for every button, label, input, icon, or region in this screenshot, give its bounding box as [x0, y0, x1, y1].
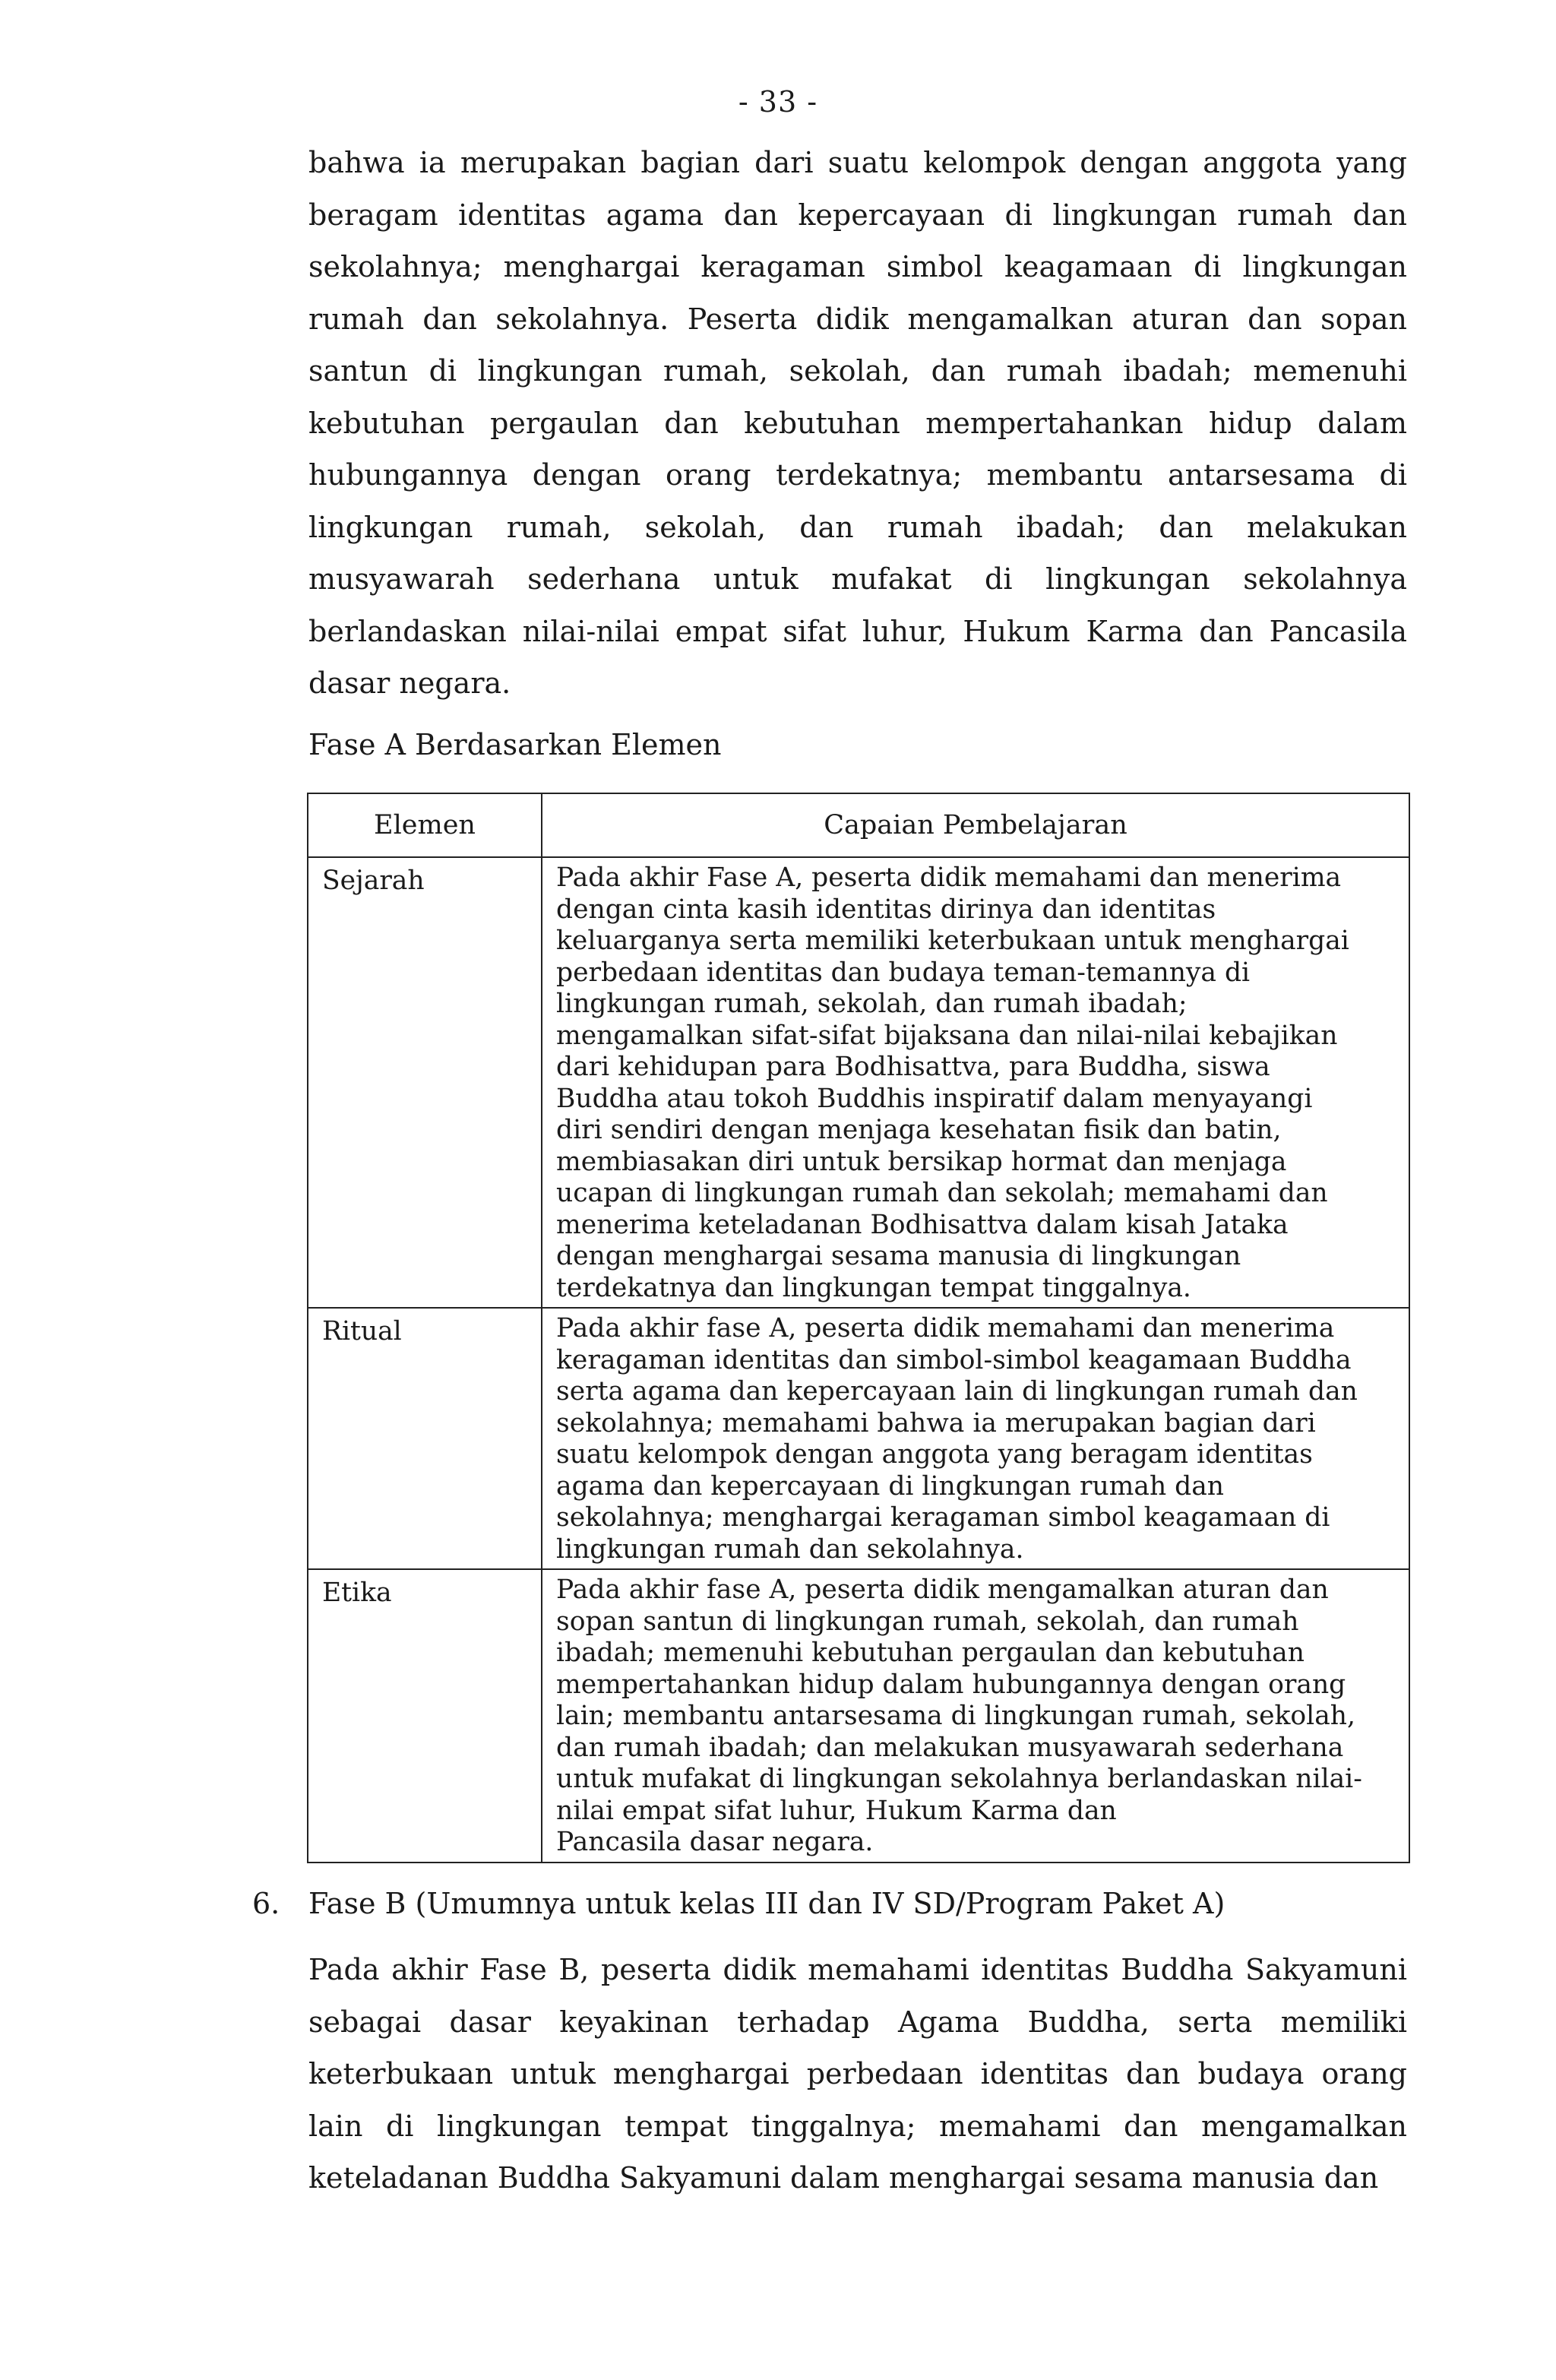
outcome-line: serta agama dan kepercayaan lain di lingkungan rumah dan — [556, 1376, 1358, 1407]
column-header-elemen: Elemen — [308, 793, 542, 857]
outcome-line: Pada akhir fase A, peserta didik memahami dan menerima — [556, 1313, 1335, 1343]
outcome-line: ucapan di lingkungan rumah dan sekolah; memahami dan — [556, 1178, 1328, 1208]
outcome-line: Buddha atau tokoh Buddhis inspiratif dalam menyayangi — [556, 1083, 1313, 1114]
outcome-line: terdekatnya dan lingkungan tempat tinggalnya. — [556, 1272, 1191, 1303]
outcome-cell — [542, 1569, 1409, 1863]
outcome-line: lingkungan rumah dan sekolahnya. — [556, 1533, 1024, 1565]
outcome-cell — [542, 857, 1409, 1308]
outcome-cell — [542, 1308, 1409, 1569]
section-heading: Fase A Berdasarkan Elemen — [308, 728, 722, 761]
outcome-line: sekolahnya; memahami bahwa ia merupakan bagian dari — [556, 1407, 1316, 1438]
learning-outcomes-table — [307, 793, 1410, 1863]
outcome-line: dengan menghargai sesama manusia di lingkungan — [556, 1241, 1241, 1271]
outcome-line: lingkungan rumah, sekolah, dan rumah ibadah; — [556, 989, 1188, 1019]
outcome-line: mengamalkan sifat-sifat bijaksana dan nilai-nilai kebajikan — [556, 1020, 1338, 1051]
table-row-etika — [308, 1569, 1409, 1863]
list-item-number: 6. — [252, 1887, 280, 1920]
fase-b-paragraph: Pada akhir Fase B, peserta didik memahami identitas Buddha Sakyamuni sebagai dasar keyakinan terhadap Agama Buddha, serta memiliki keterbukaan untuk menghargai perbedaan identitas dan budaya orang lain di lingkungan tempat tinggalnya; memahami dan mengamalkan keteladanan Buddha Sakyamuni dalam menghargai sesama manusia dan — [308, 1953, 1407, 2195]
page-number: - 33 - — [738, 85, 818, 119]
outcome-line: keragaman identitas dan simbol-simbol keagamaan Buddha — [556, 1344, 1352, 1375]
outcome-line: agama dan kepercayaan di lingkungan rumah dan — [556, 1470, 1225, 1502]
column-header-capaian: Capaian Pembelajaran — [542, 793, 1409, 857]
table-header-row — [308, 793, 1409, 857]
outcome-line: membiasakan diri untuk bersikap hormat dan menjaga — [556, 1146, 1287, 1177]
list-item-title: Fase B (Umumnya untuk kelas III dan IV SD/Program Paket A) — [308, 1887, 1226, 1920]
outcome-line: dengan cinta kasih identitas dirinya dan identitas — [556, 894, 1216, 925]
outcome-text: Pada akhir fase A, peserta didik mengamalkan aturan dan sopan santun di lingkungan rumah, sekolah, dan rumah ibadah; memenuhi kebutuhan pergaulan dan kebutuhan mempertahankan hidup dalam hubungannya dengan orang lain; membantu antarsesama di lingkungan rumah, sekolah, dan rumah ibadah; dan melakukan musyawarah sederhana untuk mufakat di lingkungan sekolahnya berlandaskan nilai-nilai empat sifat luhur, Hukum Karma dan — [556, 1575, 1362, 1826]
element-cell: Ritual — [308, 1308, 542, 1569]
outcome-line: keluarganya serta memiliki keterbukaan untuk menghargai — [556, 926, 1349, 956]
outcome-line: Pada akhir Fase A, peserta didik memahami dan menerima — [556, 862, 1342, 893]
outcome-last-line: Pancasila dasar negara. — [556, 1827, 874, 1857]
intro-paragraph: bahwa ia merupakan bagian dari suatu kelompok dengan anggota yang beragam identitas agama dan kepercayaan di lingkungan rumah dan sekolahnya; menghargai keragaman simbol keagamaan di lingkungan rumah dan sekolahnya. Peserta didik mengamalkan aturan dan sopan santun di lingkungan rumah, sekolah, dan rumah ibadah; memenuhi kebutuhan pergaulan dan kebutuhan mempertahankan hidup dalam hubungannya dengan orang terdekatnya; membantu antarsesama di lingkungan rumah, sekolah, dan rumah ibadah; dan melakukan musyawarah sederhana untuk mufakat di lingkungan sekolahnya berlandaskan nilai-nilai empat sifat luhur, Hukum Karma dan Pancasila dasar negara. — [308, 146, 1407, 700]
outcome-line: perbedaan identitas dan budaya teman-temannya di — [556, 957, 1251, 988]
table-row-sejarah — [308, 857, 1409, 1308]
outcome-line: dari kehidupan para Bodhisattva, para Buddha, siswa — [556, 1052, 1270, 1082]
outcome-line: suatu kelompok dengan anggota yang beragam identitas — [556, 1439, 1313, 1470]
outcome-line: menerima keteladanan Bodhisattva dalam kisah Jataka — [556, 1209, 1289, 1240]
outcome-line: sekolahnya; menghargai keragaman simbol keagamaan di — [556, 1502, 1330, 1533]
element-cell: Etika — [308, 1569, 542, 1863]
element-cell: Sejarah — [308, 857, 542, 1308]
table-row-ritual — [308, 1308, 1409, 1569]
outcome-line: diri sendiri dengan menjaga kesehatan fisik dan batin, — [556, 1115, 1282, 1145]
